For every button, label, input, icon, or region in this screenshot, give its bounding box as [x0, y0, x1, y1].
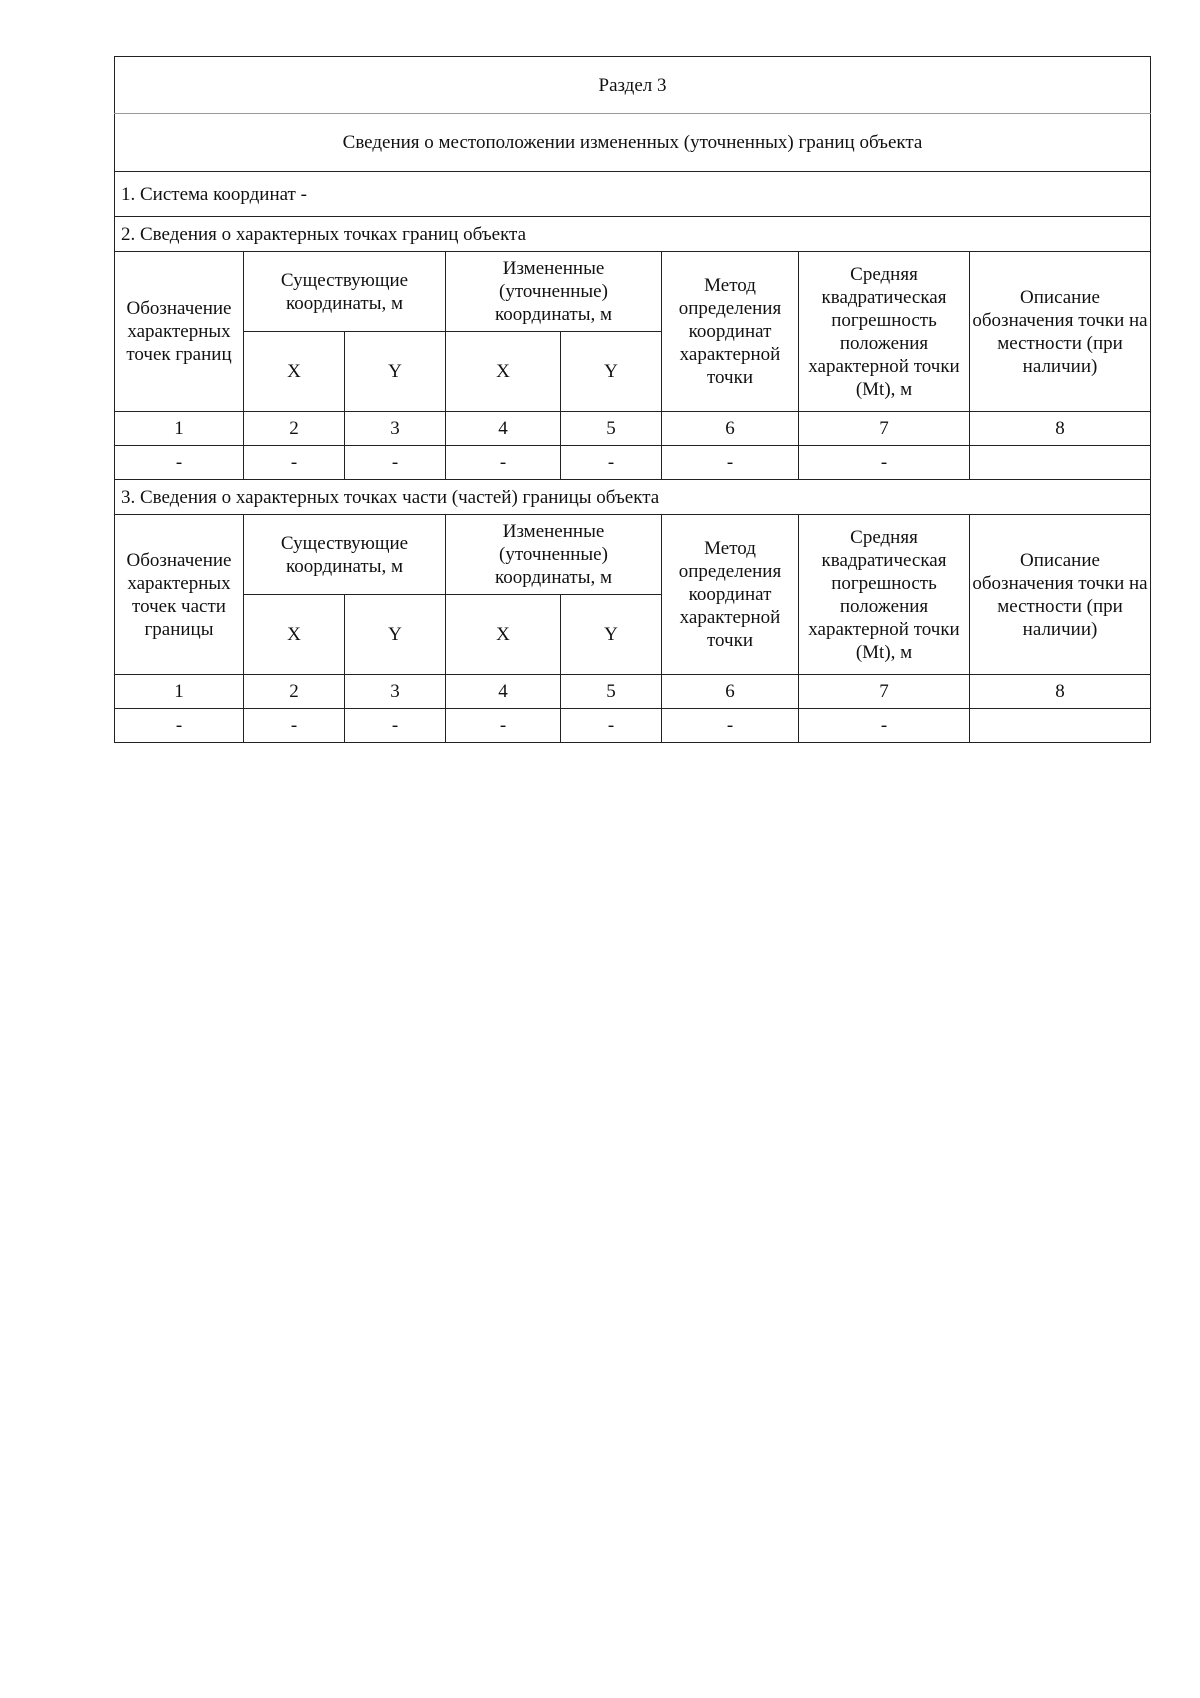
part3-y-existing: Y — [345, 595, 446, 675]
part2-x-existing: X — [244, 332, 345, 412]
section-subtitle: Сведения о местоположении измененных (уточненных) границ объекта — [115, 114, 1151, 172]
part3-col-number: 7 — [799, 675, 970, 709]
part2-cell: - — [115, 446, 244, 480]
part2-col-number: 8 — [970, 412, 1151, 446]
part3-col-number: 2 — [244, 675, 345, 709]
part2-description-header: Описание обозначения точки на местности (при наличии) — [970, 252, 1151, 412]
part2-col-number: 7 — [799, 412, 970, 446]
part3-col-number: 3 — [345, 675, 446, 709]
part3-cell — [970, 709, 1151, 743]
part2-y-existing: Y — [345, 332, 446, 412]
section-title: Раздел 3 — [115, 57, 1151, 114]
part3-col-number: 4 — [446, 675, 561, 709]
part2-col-number: 6 — [662, 412, 799, 446]
part2-cell: - — [799, 446, 970, 480]
part3-col-number: 8 — [970, 675, 1151, 709]
part2-col-number: 1 — [115, 412, 244, 446]
part2-x-changed: X — [446, 332, 561, 412]
part3-col-number: 5 — [561, 675, 662, 709]
part3-heading: 3. Сведения о характерных точках части (частей) границы объекта — [115, 480, 1151, 515]
part2-existing-header: Существующие координаты, м — [244, 252, 446, 332]
coordinate-system: 1. Система координат - — [115, 172, 1151, 217]
part3-changed-header: Измененные (уточненные) координаты, м — [446, 515, 662, 595]
part3-y-changed: Y — [561, 595, 662, 675]
part2-col-number: 2 — [244, 412, 345, 446]
part2-col-number: 3 — [345, 412, 446, 446]
part3-cell: - — [662, 709, 799, 743]
part2-cell: - — [244, 446, 345, 480]
part2-cell: - — [662, 446, 799, 480]
section-3-table — [114, 56, 1151, 743]
part3-col-number: 1 — [115, 675, 244, 709]
part2-cell: - — [561, 446, 662, 480]
part2-error-header: Средняя квадратическая погрешность положения характерной точки (Mt), м — [799, 252, 970, 412]
part3-col-number: 6 — [662, 675, 799, 709]
part2-cell — [970, 446, 1151, 480]
part3-designation-header: Обозначение характерных точек части границы — [115, 515, 244, 675]
part2-col-number: 5 — [561, 412, 662, 446]
part3-cell: - — [345, 709, 446, 743]
part2-col-number: 4 — [446, 412, 561, 446]
part3-cell: - — [244, 709, 345, 743]
part3-cell: - — [446, 709, 561, 743]
part3-method-header: Метод определения координат характерной точки — [662, 515, 799, 675]
part3-x-existing: X — [244, 595, 345, 675]
part3-cell: - — [561, 709, 662, 743]
part3-cell: - — [799, 709, 970, 743]
part2-y-changed: Y — [561, 332, 662, 412]
part2-heading: 2. Сведения о характерных точках границ объекта — [115, 217, 1151, 252]
part3-description-header: Описание обозначения точки на местности (при наличии) — [970, 515, 1151, 675]
part3-existing-header: Существующие координаты, м — [244, 515, 446, 595]
part2-cell: - — [345, 446, 446, 480]
part3-error-header: Средняя квадратическая погрешность положения характерной точки (Mt), м — [799, 515, 970, 675]
part3-x-changed: X — [446, 595, 561, 675]
part2-method-header: Метод определения координат характерной точки — [662, 252, 799, 412]
part2-designation-header: Обозначение характерных точек границ — [115, 252, 244, 412]
part2-changed-header: Измененные (уточненные) координаты, м — [446, 252, 662, 332]
part3-cell: - — [115, 709, 244, 743]
part2-cell: - — [446, 446, 561, 480]
